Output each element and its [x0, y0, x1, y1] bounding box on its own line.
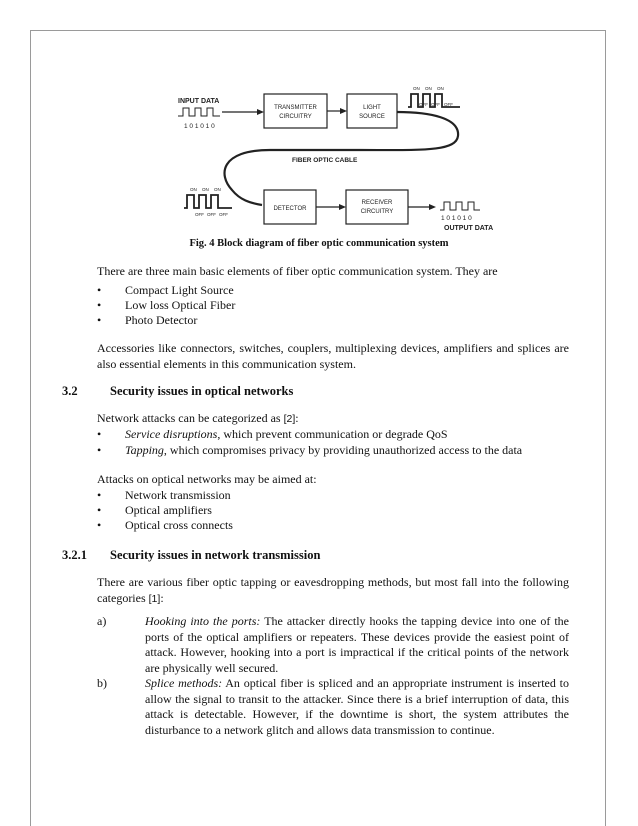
list-item: • Optical amplifiers [97, 503, 212, 517]
transmitter-box [264, 94, 327, 128]
off-label-1: OFF [419, 102, 428, 107]
list-item: • Compact Light Source [97, 283, 234, 297]
rx-on-label-2: ON [202, 187, 209, 192]
intro-paragraph: There are three main basic elements of fiber optic communication system. They are [97, 264, 498, 278]
rx-on-label-3: ON [214, 187, 221, 192]
light-label-2: SOURCE [359, 114, 385, 120]
light-source-box [347, 94, 397, 128]
on-label-3: ON [437, 86, 444, 91]
attacks-lead: Network attacks can be categorized as [2]: [97, 411, 299, 425]
list-item: • Low loss Optical Fiber [97, 298, 236, 312]
on-label-2: ON [425, 86, 432, 91]
output-waveform [440, 202, 480, 210]
tapping-lead: There are various fiber optic tapping or eavesdropping methods, but most fall into the following categories [1]: [97, 575, 569, 605]
detector-label: DETECTOR [273, 206, 307, 212]
subsection-number: 3.2.1 [62, 548, 87, 562]
item-a-text: Hooking into the ports: The attacker directly hooks the tapping device into one of the ports of the optical amplifiers or repeaters. These devices provide the easiest point of attack. However, hooking into a port is impractical if the critical points of the network are physically well secured. [145, 614, 569, 675]
section-number: 3.2 [62, 384, 78, 398]
rx-on-label-1: ON [190, 187, 197, 192]
transmitter-label-2: CIRCUITRY [279, 114, 312, 120]
off-label-2: OFF [431, 102, 440, 107]
item-label-a: a) [97, 614, 107, 628]
receiver-label-2: CIRCUITRY [360, 209, 394, 215]
list-item: • Network transmission [97, 488, 231, 502]
accessories-paragraph: Accessories like connectors, switches, couplers, multiplexing devices, amplifiers and splices are also essential elements in this communication system. [97, 341, 569, 371]
list-item: • Tapping, which compromises privacy by providing unauthorized access to the data [97, 443, 523, 457]
receiver-label: RECEIVER [361, 200, 393, 206]
subsection-title: Security issues in network transmission [110, 548, 321, 562]
rx-off-label-1: OFF [195, 212, 204, 217]
cable-label: FIBER OPTIC CABLE [292, 157, 358, 164]
output-data-label: OUTPUT DATA [444, 225, 494, 232]
input-waveform [178, 108, 220, 116]
receiver-box [346, 190, 408, 224]
rx-off-label-2: OFF [207, 212, 216, 217]
transmitter-label: TRANSMITTER [274, 105, 317, 111]
input-data-label: INPUT DATA [178, 98, 220, 105]
figure-caption: Fig. 4 Block diagram of fiber optic communication system [189, 238, 449, 249]
list-item: • Optical cross connects [97, 518, 233, 532]
input-bits: 1 0 1 0 1 0 [184, 123, 215, 130]
item-b-text: Splice methods: An optical fiber is spliced and an appropriate instrument is inserted to allow the signal to transit to the attacker. Since there is a brief interruption of data, this attack is detectable. However, if the downtime is short, the system attributes the disturbance to a network glitch and allows data transmission to continue. [145, 676, 570, 737]
fiber-optic-block-diagram [0, 0, 638, 260]
list-item: • Service disruptions, which prevent communication or degrade QoS [97, 427, 448, 441]
item-label-b: b) [97, 676, 107, 690]
aimed-lead: Attacks on optical networks may be aimed at: [97, 472, 317, 486]
received-pulses [184, 195, 232, 208]
list-item: • Photo Detector [97, 313, 198, 327]
output-bits: 1 0 1 0 1 0 [441, 215, 472, 222]
section-title: Security issues in optical networks [110, 384, 294, 398]
on-label-1: ON [413, 86, 420, 91]
off-label-3: OFF [444, 102, 453, 107]
rx-off-label-3: OFF [219, 212, 228, 217]
light-label: LIGHT [363, 105, 381, 111]
